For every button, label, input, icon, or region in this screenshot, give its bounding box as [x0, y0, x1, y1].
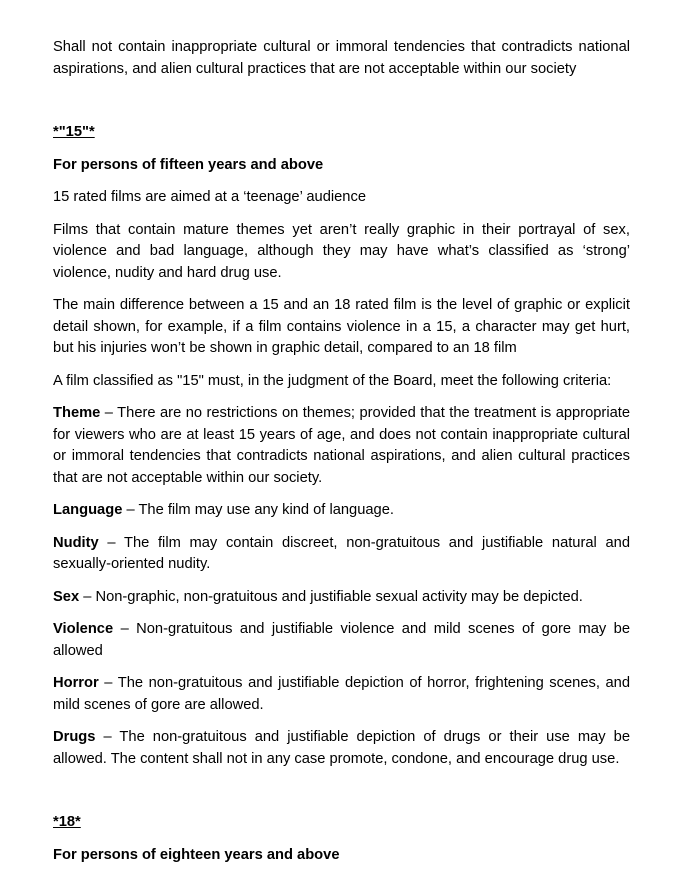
criteria-nudity-text: – The film may contain discreet, non-gratuitous and justifiable natural and sexually-oriented nudity. [53, 534, 630, 572]
paragraph-teenage-audience: 15 rated films are aimed at a ‘teenage’ audience [53, 189, 366, 205]
age-descriptor-fifteen: For persons of fifteen years and above [53, 156, 324, 173]
paragraph-15-vs-18-difference: The main difference between a 15 and an 18 rated film is the level of graphic or explicit detail shown, for example, if a film contains violence in a 15, a character may get hurt, but his injuries won’t be shown in graphic detail, compared to an 18 film [53, 297, 630, 356]
criteria-horror [53, 673, 630, 716]
criteria-sex-text: – Non-graphic, non-gratuitous and justifiable sexual activity may be depicted. [79, 588, 583, 605]
criteria-language-text: – The film may use any kind of language. [122, 502, 394, 518]
criteria-theme [53, 403, 630, 489]
paragraph-content-restrictions: Shall not contain inappropriate cultural or immoral tendencies that contradicts national aspirations, and alien cultural practices that are not acceptable within our society [53, 39, 630, 77]
criteria-violence-term: Violence [53, 621, 114, 637]
paragraph-mature-themes: Films that contain mature themes yet aren’t really graphic in their portrayal of sex, violence and bad language, although they may have what’s classified as ‘strong’ violence, nudity and hard drug use. [53, 221, 630, 281]
criteria-theme-text: – There are no restrictions on themes; provided that the treatment is appropriate for viewers who are at least 15 years of age, and does not contain inappropriate cultural or immoral tendencies that contradicts national aspirations, and alien cultural practices that are not acceptable within our society. [53, 405, 630, 486]
criteria-horror-term: Horror [53, 675, 99, 691]
criteria-language-term: Language [53, 502, 123, 518]
age-descriptor-eighteen: For persons of eighteen years and above [53, 846, 340, 863]
criteria-drugs [53, 727, 630, 770]
criteria-violence-text: – Non-gratuitous and justifiable violence and mild scenes of gore may be allowed [53, 621, 630, 659]
section-heading-15: *"15"* [53, 124, 95, 140]
criteria-violence [53, 619, 630, 662]
criteria-drugs-term: Drugs [53, 729, 96, 745]
criteria-nudity-term: Nudity [53, 534, 99, 551]
criteria-drugs-text: – The non-gratuitous and justifiable depiction of drugs or their use may be allowed. The content shall not in any case promote, condone, and encourage drug use. [53, 729, 630, 767]
criteria-horror-text: – The non-gratuitous and justifiable depiction of horror, frightening scenes, and mild scenes of gore are allowed. [53, 675, 630, 713]
criteria-sex-term: Sex [53, 588, 80, 605]
criteria-nudity [53, 533, 630, 576]
section-heading-18: *18* [53, 814, 81, 830]
criteria-theme-term: Theme [53, 405, 101, 421]
criteria-language [53, 500, 630, 522]
criteria-sex [53, 587, 630, 609]
paragraph-criteria-intro: A film classified as "15" must, in the judgment of the Board, meet the following criteria: [53, 372, 612, 389]
